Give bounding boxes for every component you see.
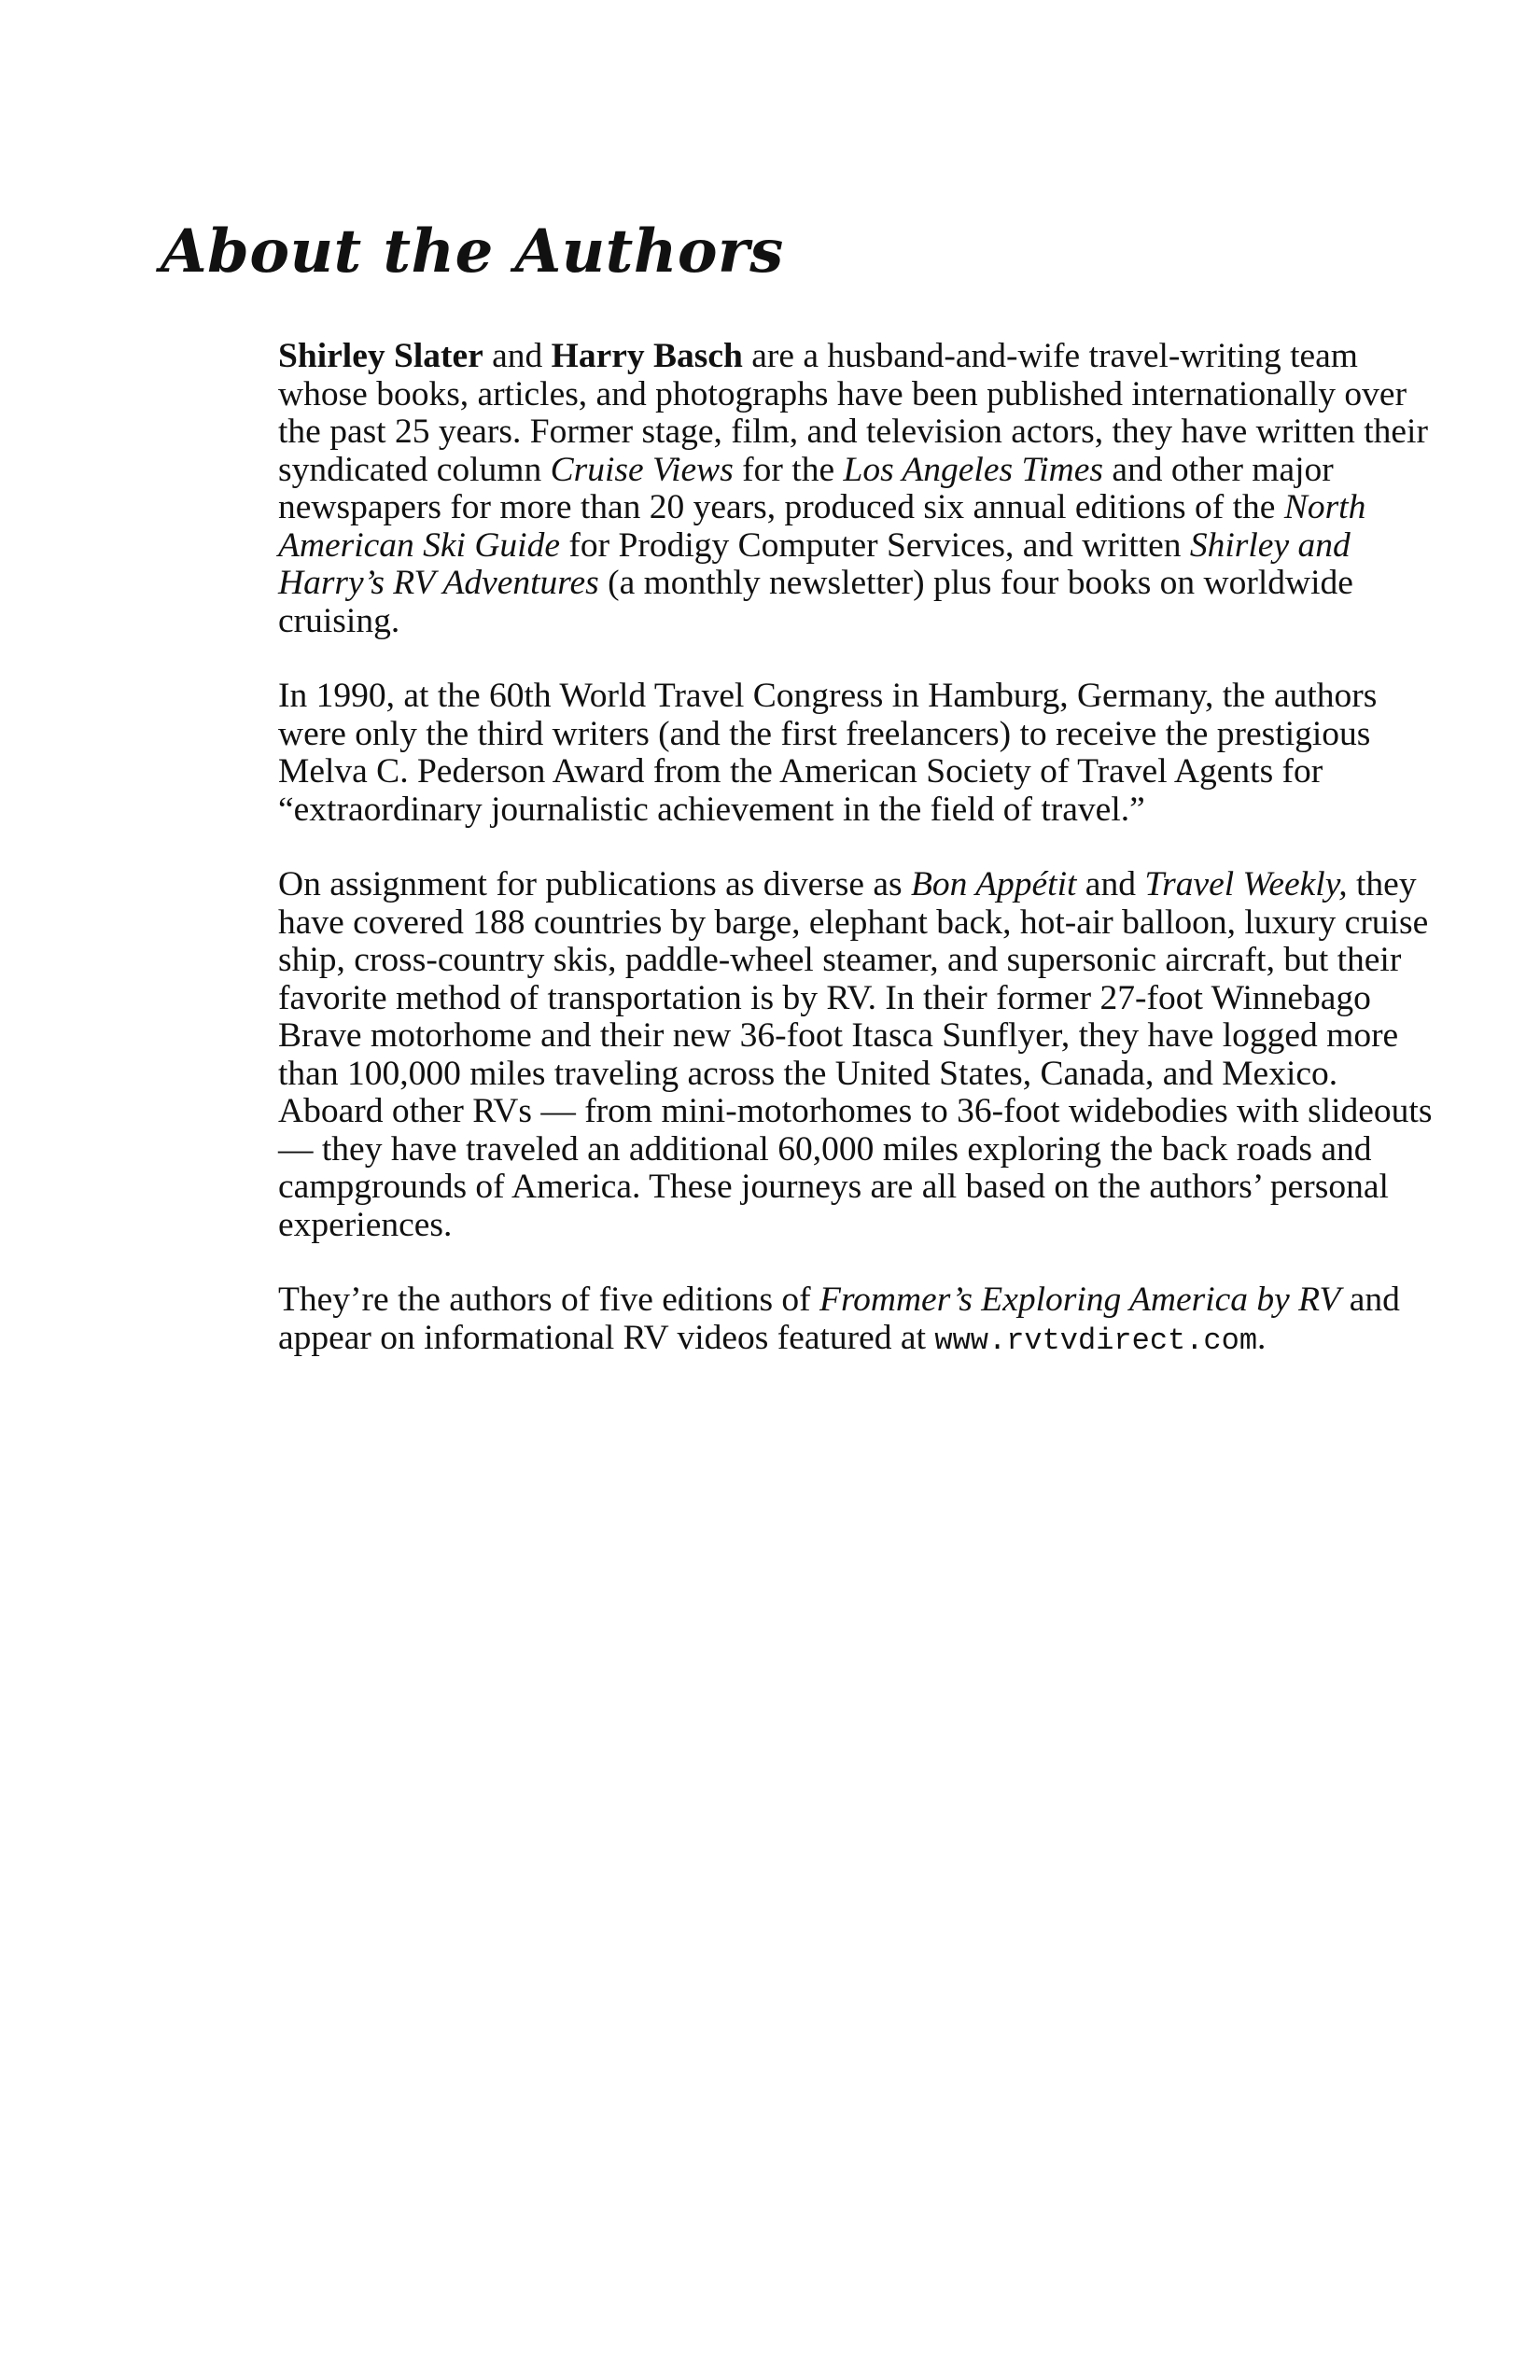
book-title: Frommer’s Exploring America by RV xyxy=(819,1281,1341,1319)
text-span: and xyxy=(1076,865,1145,903)
text-span: for the xyxy=(733,450,844,489)
publication-title-2: Travel Weekly, xyxy=(1144,865,1348,903)
author-bio xyxy=(278,338,1435,1360)
text-span: for Prodigy Computer Services, and written xyxy=(560,525,1190,565)
website-url: www.rvtvdirect.com xyxy=(934,1323,1258,1358)
text-span: they have covered 188 countries by barge, elephant back, hot-air balloon, luxury cruise ship, cross-country skis, paddle-wheel steamer, and supersonic aircraft, but their favorite method of transportation is by RV. In their former 27-foot Winnebago Brave motorhome and their new 36-foot Itasca Sunflyer, they have logged more than 100,000 miles traveling across the United States, Canada, and Mexico. Aboard other RVs — from mini-motorhomes to 36-foot widebodies with slideouts — they have traveled an additional 60,000 miles exploring the back roads and campgrounds of America. These journeys are all based on the authors’ personal experiences. xyxy=(278,865,1433,1244)
newsletter-title: Shirley and Harry’s RV Adventures xyxy=(278,525,1351,602)
text-span: are a husband-and-wife travel-writing team whose books, articles, and photographs have been published internationally over the past 25 years. Former stage, film, and television actors, they have written their syndicated column xyxy=(278,337,1428,489)
publication-title-1: Bon Appétit xyxy=(911,865,1077,903)
column-title: Cruise Views xyxy=(550,450,734,489)
text-span: and other major newspapers for more than 20 years, produced six annual editions of the xyxy=(278,450,1334,526)
text-span: and xyxy=(483,337,552,375)
bio-paragraph-2: In 1990, at the 60th World Travel Congress in Hamburg, Germany, the authors were only the third writers (and the first freelancers) to receive the prestigious Melva C. Pederson Award from the American Society of Travel Agents for “extraordinary journalistic achievement in the field of travel.” xyxy=(278,677,1378,829)
text-span: They’re the authors of five editions of xyxy=(278,1281,820,1319)
bio-paragraph-3 xyxy=(278,866,1435,1244)
author-name-1: Shirley Slater xyxy=(278,337,483,375)
page-title: About the Authors xyxy=(161,217,784,287)
ski-guide-title: North American Ski Guide xyxy=(278,488,1366,565)
text-span: On assignment for publications as diverse as xyxy=(278,865,911,903)
bio-paragraph-1 xyxy=(278,338,1435,640)
bio-paragraph-4 xyxy=(278,1281,1435,1360)
author-name-2: Harry Basch xyxy=(551,337,743,375)
text-span: . xyxy=(1257,1318,1267,1357)
text-span: (a monthly newsletter) plus four books on worldwide cruising. xyxy=(278,564,1353,640)
text-span: and appear on informational RV videos featured at xyxy=(278,1281,1400,1357)
newspaper-title: Los Angeles Times xyxy=(843,450,1103,489)
